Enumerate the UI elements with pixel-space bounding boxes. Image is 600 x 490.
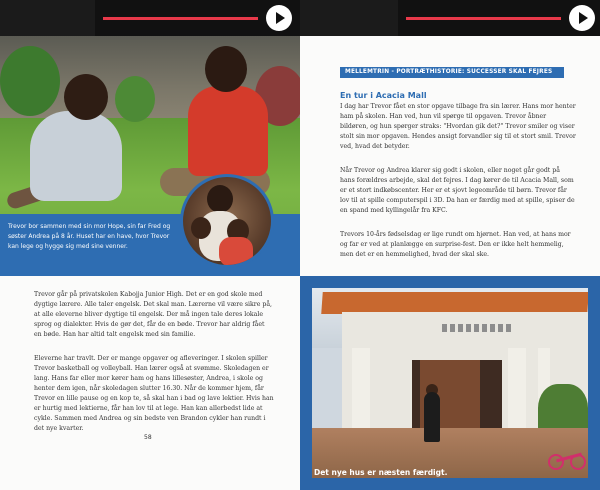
text-page-top-right [300, 36, 600, 276]
inset-person [191, 217, 211, 239]
paragraph: Eleverne har travlt. Der er mange opgaver og afleveringer. I skolen spiller Trevor basketball og volleyball. Han lærer også at svømme. Skoledagen er lang. Hans far eller mor kører ham og hans lillesøster, Andrea, i skole og henter dem igen, når skoledagen slutter 16.30. Når de kommer hjem, får Trevor en lille pause og en kop te, så skal han i bad og lave lektier. Hvis han er hurtig med lektierne, får han lov til at lege. Han kan allerbedst lide at cykle. Sammen med Andrea og sin bedste ven Brandon cykler han rundt i det nye kvarter. [34, 355, 274, 432]
photo-plant [0, 46, 60, 116]
photo-page-house [300, 276, 600, 490]
inset-person [219, 237, 253, 267]
page-number: 58 [144, 434, 152, 441]
photo-caption: Trevor bor sammen med sin mor Hope, sin far Fred og søster Andrea på 8 år. Huset har en have, hvor Trevor kan lege og hygge sig med sine venner. [8, 223, 171, 250]
article-heading: En tur i Acacia Mall [340, 91, 427, 100]
photo-roof [321, 292, 588, 314]
paragraph: Trevor går på privatskolen Kabojja Junior High. Det er en god skole med dygtige lærere. Alle taler engelsk. Det skal man. Lærerne vil være sikre på, at alle eleverne bliver dygtige til engelsk. Der må ingen tale deres lokale sprog og dialekter. Hvis de gør det, får de en bøde. Trevor har aldrig fået en bøde. Han har altid talt engelsk med sin familie. [34, 291, 272, 338]
photo-boy-right-head [205, 46, 247, 92]
paragraph: Trevors 10-års fødselsdag er lige rundt om hjørnet. Han ved, at hans mor og far er ved at planlægge en surprise-fest. Den er ikke helt hemmelig, men det er en hemmelighed, hvad der skal ske. [340, 231, 571, 258]
photo-boy-left [30, 111, 122, 201]
photo-boy-left-head [64, 74, 108, 120]
paragraph: I dag har Trevor fået en stor opgave tilbage fra sin lærer. Hans mor henter ham på skolen. Han ved, hun vil spørge til opgaven. Trevor åbner bildøren, og hun spørger straks: "Hvordan gik det?" Trevor smiler og viser stolt sin mor opgaven. Hendes ansigt forvandler sig til et stort smil. Trevor ved, hvad det betyder. [340, 103, 576, 150]
photo-new-house [312, 288, 588, 478]
inset-family-photo [180, 174, 274, 268]
paragraph: Når Trevor og Andrea klarer sig godt i skolen, eller noget går godt på hans forældres arbejde, skal det fejres. I dag kører de til Acacia Mall, som er et stort indkøbscenter. Her er et sjovt legeområde til børn. Trevor får lov til at spille computerspil i 3D. Da han er færdig med at spille, spiser de en spand med kyllingelår fra KFC. [340, 167, 575, 214]
play-icon[interactable] [266, 5, 292, 31]
photo-boy-right [188, 86, 268, 176]
photo-caption: Det nye hus er næsten færdigt. [314, 468, 448, 477]
video-progress-track[interactable] [406, 17, 561, 20]
video-player-bar-right[interactable] [398, 0, 600, 36]
photo-plant [115, 76, 155, 122]
inset-person [207, 185, 233, 213]
photo-woman [424, 392, 440, 442]
play-icon[interactable] [569, 5, 595, 31]
video-player-bar-left[interactable] [95, 0, 300, 36]
photo-boys-on-lawn [0, 36, 300, 276]
video-progress-track[interactable] [103, 17, 258, 20]
photo-vent-blocks [442, 324, 512, 332]
section-banner: MELLEMTRIN - PORTRÆTHISTORIE: SUCCESSER SKAL FEJRES [340, 67, 564, 78]
